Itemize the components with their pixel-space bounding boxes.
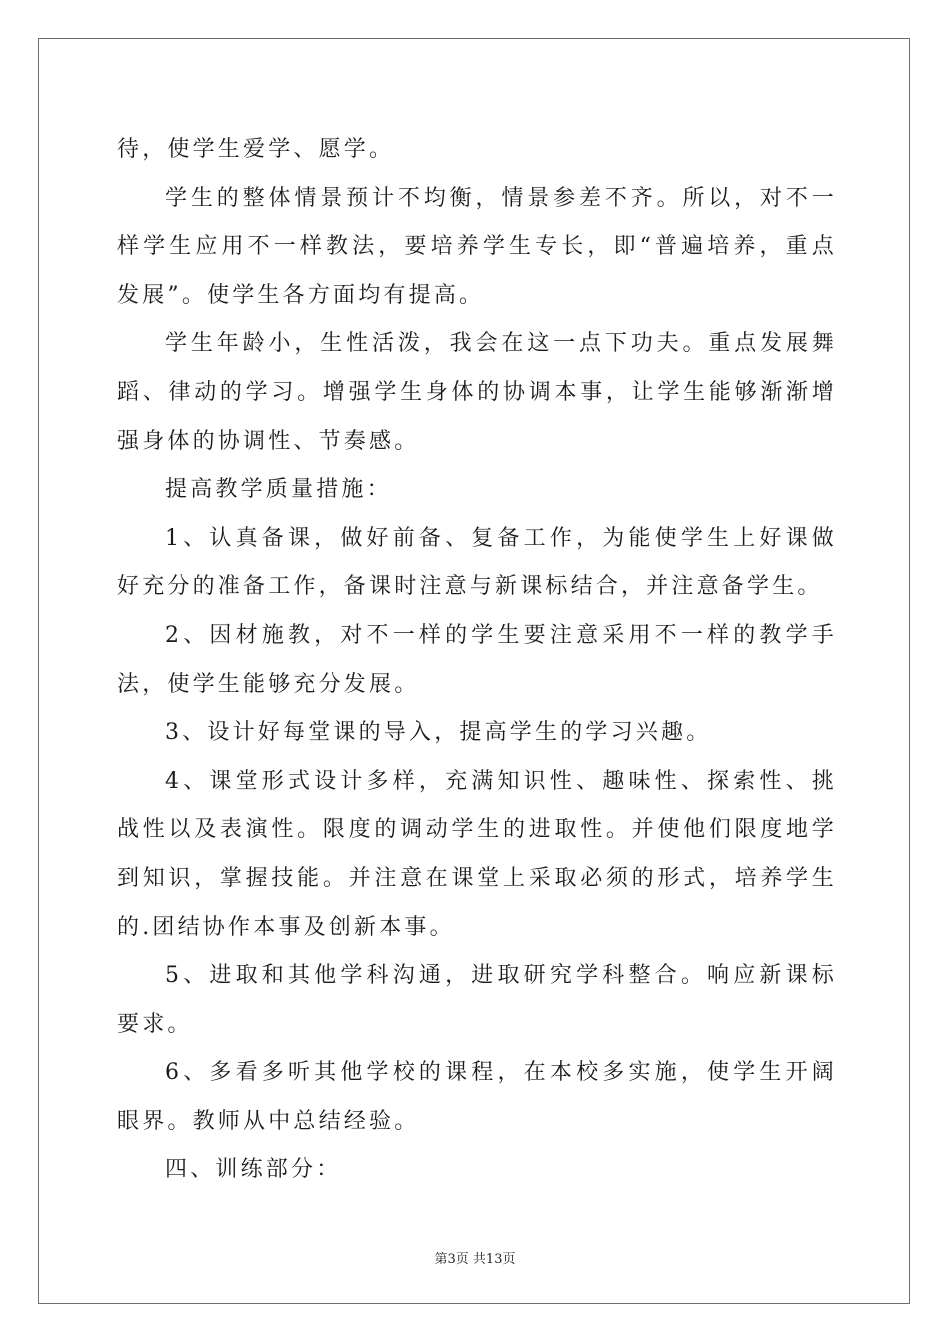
paragraph-2: 学生的整体情景预计不均衡，情景参差不齐。所以，对不一样学生应用不一样教法，要培养学生专长，即“普遍培养，重点发展”。使学生各方面均有提高。 [117, 185, 837, 308]
document-body [117, 126, 837, 1195]
paragraph-1: 待，使学生爱学、愿学。 [117, 137, 395, 162]
paragraph-4: 提高教学质量措施： [165, 477, 392, 503]
paragraph-7: 3、设计好每堂课的导入，提高学生的学习兴趣。 [165, 720, 712, 746]
paragraph-3: 学生年龄小，生性活泼，我会在这一点下功夫。重点发展舞蹈、律动的学习。增强学生身体的协调本事，让学生能够渐渐增强身体的协调性、节奏感。 [117, 331, 837, 454]
paragraph-10: 6、多看多听其他学校的课程，在本校多实施，使学生开阔眼界。教师从中总结经验。 [117, 1060, 837, 1134]
paragraph-9: 5、进取和其他学科沟通，进取研究学科整合。响应新课标要求。 [117, 963, 837, 1037]
page-number-footer: 第3页 共13页 [434, 1252, 516, 1267]
paragraph-6: 2、因材施教，对不一样的学生要注意采用不一样的教学手法，使学生能够充分发展。 [117, 622, 837, 697]
paragraph-5: 1、认真备课，做好前备、复备工作，为能使学生上好课做好充分的准备工作，备课时注意与新课标结合，并注意备学生。 [117, 525, 837, 600]
paragraph-8: 4、课堂形式设计多样，充满知识性、趣味性、探索性、挑战性以及表演性。限度的调动学生的进取性。并使他们限度地学到知识，掌握技能。并注意在课堂上采取必须的形式，培养学生的.团结协作本事及创新本事。 [117, 768, 837, 940]
paragraph-11: 四、训练部分： [165, 1157, 342, 1183]
